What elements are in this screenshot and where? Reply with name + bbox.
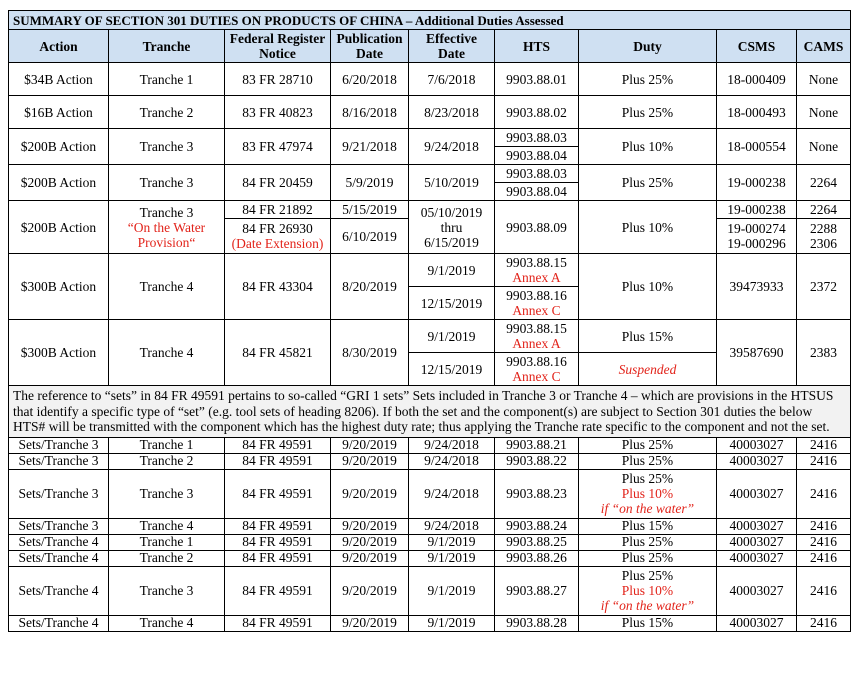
duty-condition: if “on the water” <box>600 598 695 613</box>
tranche-label: Tranche 3 <box>139 204 194 220</box>
tranche-note: “On the Water Provision“ <box>127 219 206 250</box>
cell-eff: 9/24/2018 <box>409 518 495 534</box>
cell-duty: Plus 15% <box>579 320 717 353</box>
cell-action: $200B Action <box>9 201 109 254</box>
cell-tranche: Tranche 1 <box>109 63 225 96</box>
cell-hts: 9903.88.28 <box>495 615 579 631</box>
cell-tranche: Tranche 3 <box>109 566 225 615</box>
cell-csms: 40003027 <box>717 534 797 550</box>
cell-eff: 9/1/2019 <box>409 566 495 615</box>
cell-csms: 40003027 <box>717 566 797 615</box>
cell-frn: 83 FR 28710 <box>225 63 331 96</box>
cell-action: Sets/Tranche 4 <box>9 550 109 566</box>
header-row <box>9 30 851 63</box>
cell-hts: 9903.88.01 <box>495 63 579 96</box>
eff-start: 05/10/2019 <box>420 204 483 220</box>
cell-eff: 9/1/2019 <box>409 320 495 353</box>
cell-eff: 9/24/2018 <box>409 129 495 165</box>
cell-tranche: Tranche 3 <box>109 129 225 165</box>
frn-label: 84 FR 26930 <box>242 221 313 236</box>
cell-duty-suspended: Suspended <box>579 353 717 386</box>
cell-csms: 40003027 <box>717 453 797 469</box>
cell-frn: 84 FR 45821 <box>225 320 331 386</box>
col-hts: HTS <box>495 30 579 63</box>
table-row <box>9 469 851 518</box>
col-cams: CAMS <box>797 30 851 63</box>
cell-cams: 2416 <box>797 453 851 469</box>
cell-pub: 9/20/2019 <box>331 469 409 518</box>
cell-cams: None <box>797 129 851 165</box>
cell-hts: 9903.88.09 <box>495 201 579 254</box>
cell-cams: 2416 <box>797 534 851 550</box>
cams-b: 2288 <box>810 221 838 236</box>
table-row <box>9 615 851 631</box>
cell-hts: 9903.88.24 <box>495 518 579 534</box>
cell-frn: 84 FR 49591 <box>225 437 331 453</box>
cell-action: Sets/Tranche 3 <box>9 518 109 534</box>
cell-frn: 84 FR 49591 <box>225 615 331 631</box>
cell-eff: 9/24/2018 <box>409 453 495 469</box>
cell-hts <box>495 353 579 386</box>
cell-frn: 84 FR 49591 <box>225 534 331 550</box>
col-frn: Federal Register Notice <box>225 30 331 63</box>
cell-hts <box>495 287 579 320</box>
cell-cams: 2416 <box>797 550 851 566</box>
cell-pub: 9/20/2019 <box>331 453 409 469</box>
table-row <box>9 129 851 147</box>
cell-pub: 5/15/2019 <box>331 201 409 219</box>
table-title-row <box>9 11 851 30</box>
table-row <box>9 566 851 615</box>
cell-cams: 2416 <box>797 437 851 453</box>
cell-hts <box>495 320 579 353</box>
cell-hts: 9903.88.02 <box>495 96 579 129</box>
hts-annex: Annex C <box>512 369 561 384</box>
duties-summary <box>8 10 850 632</box>
eff-thru: thru <box>440 219 463 235</box>
cell-cams: None <box>797 96 851 129</box>
hts-code: 9903.88.15 <box>506 255 567 270</box>
cell-eff: 9/24/2018 <box>409 469 495 518</box>
cell-duty: Plus 25% <box>579 550 717 566</box>
cell-eff: 5/10/2019 <box>409 165 495 201</box>
table-row <box>9 254 851 287</box>
cell-csms: 18-000409 <box>717 63 797 96</box>
csms-b: 19-000274 <box>727 221 786 236</box>
table-row <box>9 165 851 183</box>
cell-eff: 9/1/2019 <box>409 534 495 550</box>
table-row <box>9 201 851 219</box>
cell-tranche: Tranche 4 <box>109 320 225 386</box>
cell-duty: Plus 25% <box>579 534 717 550</box>
cell-eff: 9/24/2018 <box>409 437 495 453</box>
cell-duty <box>579 469 717 518</box>
cell-action: $200B Action <box>9 129 109 165</box>
cell-action: $300B Action <box>9 320 109 386</box>
cell-pub: 9/20/2019 <box>331 550 409 566</box>
cell-tranche: Tranche 3 <box>109 165 225 201</box>
cell-tranche: Tranche 3 <box>109 469 225 518</box>
cams-c: 2306 <box>810 236 838 251</box>
duty-alt: Plus 10% <box>621 583 674 598</box>
cell-duty: Plus 15% <box>579 615 717 631</box>
cell-pub: 9/20/2019 <box>331 566 409 615</box>
table-row <box>9 518 851 534</box>
cell-eff <box>409 201 495 254</box>
csms-c: 19-000296 <box>727 236 786 251</box>
cell-hts: 9903.88.23 <box>495 469 579 518</box>
cell-pub: 9/20/2019 <box>331 615 409 631</box>
cell-eff: 7/6/2018 <box>409 63 495 96</box>
cell-csms: 40003027 <box>717 469 797 518</box>
cell-cams: 2416 <box>797 615 851 631</box>
cell-action: $200B Action <box>9 165 109 201</box>
cell-csms: 40003027 <box>717 550 797 566</box>
table-row <box>9 534 851 550</box>
table-row <box>9 63 851 96</box>
cell-pub: 9/20/2019 <box>331 534 409 550</box>
cell-tranche: Tranche 2 <box>109 453 225 469</box>
cell-action: $16B Action <box>9 96 109 129</box>
duty-base: Plus 25% <box>621 568 674 583</box>
cell-action: Sets/Tranche 3 <box>9 453 109 469</box>
eff-end: 6/15/2019 <box>424 234 479 250</box>
cell-hts: 9903.88.25 <box>495 534 579 550</box>
table-row <box>9 96 851 129</box>
col-action: Action <box>9 30 109 63</box>
table-row <box>9 453 851 469</box>
cell-hts: 9903.88.04 <box>495 147 579 165</box>
cell-csms: 18-000493 <box>717 96 797 129</box>
cell-pub: 9/21/2018 <box>331 129 409 165</box>
cell-duty: Plus 10% <box>579 254 717 320</box>
cell-action: Sets/Tranche 4 <box>9 566 109 615</box>
cell-action: $34B Action <box>9 63 109 96</box>
cell-frn: 84 FR 49591 <box>225 550 331 566</box>
cell-duty <box>579 566 717 615</box>
frn-note: (Date Extension) <box>231 236 324 251</box>
cell-cams: 2372 <box>797 254 851 320</box>
cell-tranche: Tranche 1 <box>109 534 225 550</box>
cell-duty: Plus 25% <box>579 63 717 96</box>
col-tranche: Tranche <box>109 30 225 63</box>
col-pub: Publication Date <box>331 30 409 63</box>
cell-duty: Plus 10% <box>579 201 717 254</box>
cell-hts: 9903.88.27 <box>495 566 579 615</box>
hts-annex: Annex C <box>512 303 561 318</box>
cell-pub: 8/20/2019 <box>331 254 409 320</box>
cell-cams: None <box>797 63 851 96</box>
cell-cams: 2416 <box>797 518 851 534</box>
cell-hts: 9903.88.26 <box>495 550 579 566</box>
cell-csms: 19-000238 <box>717 201 797 219</box>
cell-tranche <box>109 201 225 254</box>
table-row <box>9 320 851 353</box>
cell-csms: 40003027 <box>717 615 797 631</box>
cell-pub: 6/20/2018 <box>331 63 409 96</box>
cell-tranche: Tranche 4 <box>109 518 225 534</box>
cell-hts: 9903.88.21 <box>495 437 579 453</box>
cell-pub: 5/9/2019 <box>331 165 409 201</box>
cell-csms <box>717 219 797 254</box>
hts-code: 9903.88.16 <box>506 288 567 303</box>
cell-frn: 84 FR 49591 <box>225 566 331 615</box>
cell-tranche: Tranche 4 <box>109 615 225 631</box>
cell-cams: 2416 <box>797 566 851 615</box>
cell-eff: 9/1/2019 <box>409 550 495 566</box>
cell-cams: 2264 <box>797 201 851 219</box>
col-csms: CSMS <box>717 30 797 63</box>
cell-action: Sets/Tranche 3 <box>9 469 109 518</box>
cell-duty: Plus 10% <box>579 129 717 165</box>
cell-duty: Plus 25% <box>579 437 717 453</box>
cell-frn: 84 FR 49591 <box>225 453 331 469</box>
duty-alt: Plus 10% <box>621 486 674 501</box>
table-row <box>9 550 851 566</box>
hts-annex: Annex A <box>512 336 561 351</box>
cell-tranche: Tranche 1 <box>109 437 225 453</box>
hts-code: 9903.88.16 <box>506 354 567 369</box>
cell-frn: 83 FR 40823 <box>225 96 331 129</box>
cell-frn: 84 FR 43304 <box>225 254 331 320</box>
cell-csms: 19-000238 <box>717 165 797 201</box>
table-title: SUMMARY OF SECTION 301 DUTIES ON PRODUCTS OF CHINA – Additional Duties Assessed <box>9 11 851 30</box>
table-row <box>9 437 851 453</box>
duty-base: Plus 25% <box>621 471 674 486</box>
cell-frn: 84 FR 49591 <box>225 469 331 518</box>
col-duty: Duty <box>579 30 717 63</box>
cell-duty: Plus 15% <box>579 518 717 534</box>
cell-pub: 8/16/2018 <box>331 96 409 129</box>
cell-frn: 83 FR 47974 <box>225 129 331 165</box>
cell-action: Sets/Tranche 4 <box>9 534 109 550</box>
cell-cams <box>797 219 851 254</box>
cell-hts: 9903.88.03 <box>495 165 579 183</box>
cell-csms: 40003027 <box>717 437 797 453</box>
cell-pub: 8/30/2019 <box>331 320 409 386</box>
cell-action: Sets/Tranche 3 <box>9 437 109 453</box>
cell-frn: 84 FR 20459 <box>225 165 331 201</box>
col-eff: Effective Date <box>409 30 495 63</box>
cell-tranche: Tranche 2 <box>109 96 225 129</box>
cell-action: Sets/Tranche 4 <box>9 615 109 631</box>
cell-pub: 9/20/2019 <box>331 437 409 453</box>
cell-tranche: Tranche 4 <box>109 254 225 320</box>
cell-pub: 6/10/2019 <box>331 219 409 254</box>
cell-eff: 12/15/2019 <box>409 287 495 320</box>
cell-cams: 2416 <box>797 469 851 518</box>
cell-eff: 9/1/2019 <box>409 615 495 631</box>
cell-csms: 39473933 <box>717 254 797 320</box>
cell-eff: 9/1/2019 <box>409 254 495 287</box>
cell-duty: Plus 25% <box>579 96 717 129</box>
cell-csms: 39587690 <box>717 320 797 386</box>
sets-note: The reference to “sets” in 84 FR 49591 pertains to so-called “GRI 1 sets” Sets included in Tranche 3 or Tranche 4 – which are provisions in the HTSUS that identify a specific type of “set” (e.g. tool sets of heading 8206). If both the set and the component(s) are subject to Section 301 duties the below HTS# will be transmitted with the component which has the highest duty rate; thus applying the Tranche rate specific to the component and not the set. <box>9 386 851 438</box>
cell-hts: 9903.88.04 <box>495 183 579 201</box>
cell-hts: 9903.88.03 <box>495 129 579 147</box>
cell-frn: 84 FR 49591 <box>225 518 331 534</box>
cell-action: $300B Action <box>9 254 109 320</box>
hts-annex: Annex A <box>512 270 561 285</box>
cell-hts <box>495 254 579 287</box>
cell-cams: 2264 <box>797 165 851 201</box>
cell-csms: 18-000554 <box>717 129 797 165</box>
cell-eff: 12/15/2019 <box>409 353 495 386</box>
duty-condition: if “on the water” <box>600 501 695 516</box>
cell-duty: Plus 25% <box>579 453 717 469</box>
cell-frn <box>225 219 331 254</box>
cell-hts: 9903.88.22 <box>495 453 579 469</box>
cell-frn: 84 FR 21892 <box>225 201 331 219</box>
cell-duty: Plus 25% <box>579 165 717 201</box>
cell-tranche: Tranche 2 <box>109 550 225 566</box>
hts-code: 9903.88.15 <box>506 321 567 336</box>
sets-note-row <box>9 386 851 438</box>
cell-csms: 40003027 <box>717 518 797 534</box>
duties-table <box>8 10 851 632</box>
cell-cams: 2383 <box>797 320 851 386</box>
cell-eff: 8/23/2018 <box>409 96 495 129</box>
cell-pub: 9/20/2019 <box>331 518 409 534</box>
